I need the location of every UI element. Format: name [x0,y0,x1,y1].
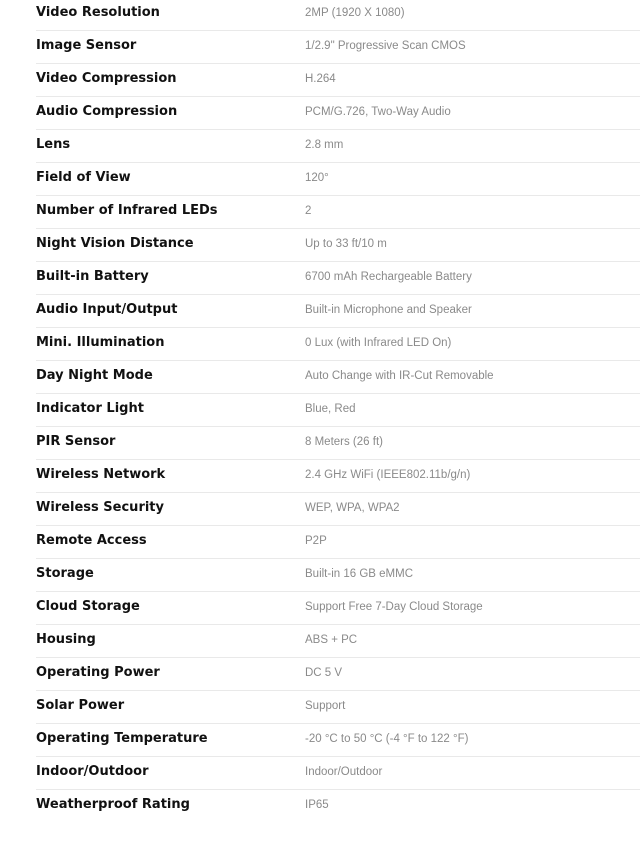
spec-row-housing [0,627,640,660]
spec-value: Support [305,700,346,712]
spec-value: 1/2.9" Progressive Scan CMOS [305,40,466,52]
spec-row-wireless-network [0,462,640,495]
spec-row-pir-sensor [0,429,640,462]
spec-row-lens [0,132,640,165]
row-divider [36,195,640,196]
spec-label: Number of Infrared LEDs [36,203,218,218]
spec-label: Lens [36,137,71,152]
spec-value: 2 [305,205,312,217]
spec-row-video-resolution [0,0,640,33]
spec-label: Built-in Battery [36,269,149,284]
spec-row-day-night-mode [0,363,640,396]
spec-label: Video Compression [36,71,177,86]
spec-label: Audio Input/Output [36,302,178,317]
spec-row-battery [0,264,640,297]
spec-value: Blue, Red [305,403,356,415]
spec-label: Mini. Illumination [36,335,165,350]
spec-label: Solar Power [36,698,125,713]
spec-value: 6700 mAh Rechargeable Battery [305,271,472,283]
spec-value: H.264 [305,73,336,85]
spec-value: 2.4 GHz WiFi (IEEE802.11b/g/n) [305,469,471,481]
spec-row-audio-io [0,297,640,330]
spec-row-wireless-security [0,495,640,528]
spec-value: Indoor/Outdoor [305,766,383,778]
row-divider [36,492,640,493]
spec-row-operating-temperature [0,726,640,759]
row-divider [36,96,640,97]
spec-label: Wireless Security [36,500,164,515]
spec-label: Cloud Storage [36,599,140,614]
row-divider [36,723,640,724]
row-divider [36,459,640,460]
spec-label: Housing [36,632,96,647]
spec-row-solar-power [0,693,640,726]
spec-label: Day Night Mode [36,368,153,383]
spec-value: Built-in Microphone and Speaker [305,304,472,316]
spec-label: Storage [36,566,94,581]
spec-row-weatherproof-rating [0,792,640,825]
row-divider [36,789,640,790]
row-divider [36,129,640,130]
row-divider [36,360,640,361]
spec-value: P2P [305,535,327,547]
row-divider [36,525,640,526]
spec-row-infrared-leds [0,198,640,231]
row-divider [36,756,640,757]
spec-row-indicator-light [0,396,640,429]
spec-value: 2MP (1920 X 1080) [305,7,405,19]
spec-label: Operating Power [36,665,160,680]
row-divider [36,393,640,394]
spec-label: Night Vision Distance [36,236,194,251]
spec-label: Field of View [36,170,131,185]
row-divider [36,162,640,163]
spec-value: IP65 [305,799,329,811]
row-divider [36,591,640,592]
row-divider [36,63,640,64]
spec-label: Indoor/Outdoor [36,764,149,779]
spec-value: Auto Change with IR-Cut Removable [305,370,494,382]
row-divider [36,624,640,625]
spec-value: WEP, WPA, WPA2 [305,502,400,514]
spec-row-operating-power [0,660,640,693]
spec-value: 0 Lux (with Infrared LED On) [305,337,452,349]
spec-row-indoor-outdoor [0,759,640,792]
spec-label: Wireless Network [36,467,166,482]
row-divider [36,690,640,691]
spec-value: Support Free 7-Day Cloud Storage [305,601,483,613]
spec-value: Built-in 16 GB eMMC [305,568,414,580]
spec-value: PCM/G.726, Two-Way Audio [305,106,451,118]
spec-label: Video Resolution [36,5,160,20]
spec-value: Up to 33 ft/10 m [305,238,387,250]
spec-value: 2.8 mm [305,139,344,151]
spec-label: Audio Compression [36,104,178,119]
spec-value: ABS + PC [305,634,358,646]
row-divider [36,657,640,658]
spec-row-night-vision [0,231,640,264]
spec-row-field-of-view [0,165,640,198]
spec-label: Operating Temperature [36,731,208,746]
spec-label: PIR Sensor [36,434,116,449]
spec-row-remote-access [0,528,640,561]
row-divider [36,327,640,328]
row-divider [36,30,640,31]
spec-value: 120° [305,172,329,184]
spec-row-audio-compression [0,99,640,132]
row-divider [36,261,640,262]
spec-row-cloud-storage [0,594,640,627]
row-divider [36,426,640,427]
spec-label: Remote Access [36,533,147,548]
row-divider [36,294,640,295]
spec-row-image-sensor [0,33,640,66]
spec-row-storage [0,561,640,594]
spec-row-video-compression [0,66,640,99]
spec-value: DC 5 V [305,667,343,679]
spec-label: Weatherproof Rating [36,797,190,812]
row-divider [36,558,640,559]
spec-label: Indicator Light [36,401,144,416]
spec-value: -20 °C to 50 °C (-4 °F to 122 °F) [305,733,469,745]
spec-label: Image Sensor [36,38,137,53]
row-divider [36,228,640,229]
spec-row-min-illumination [0,330,640,363]
spec-value: 8 Meters (26 ft) [305,436,383,448]
